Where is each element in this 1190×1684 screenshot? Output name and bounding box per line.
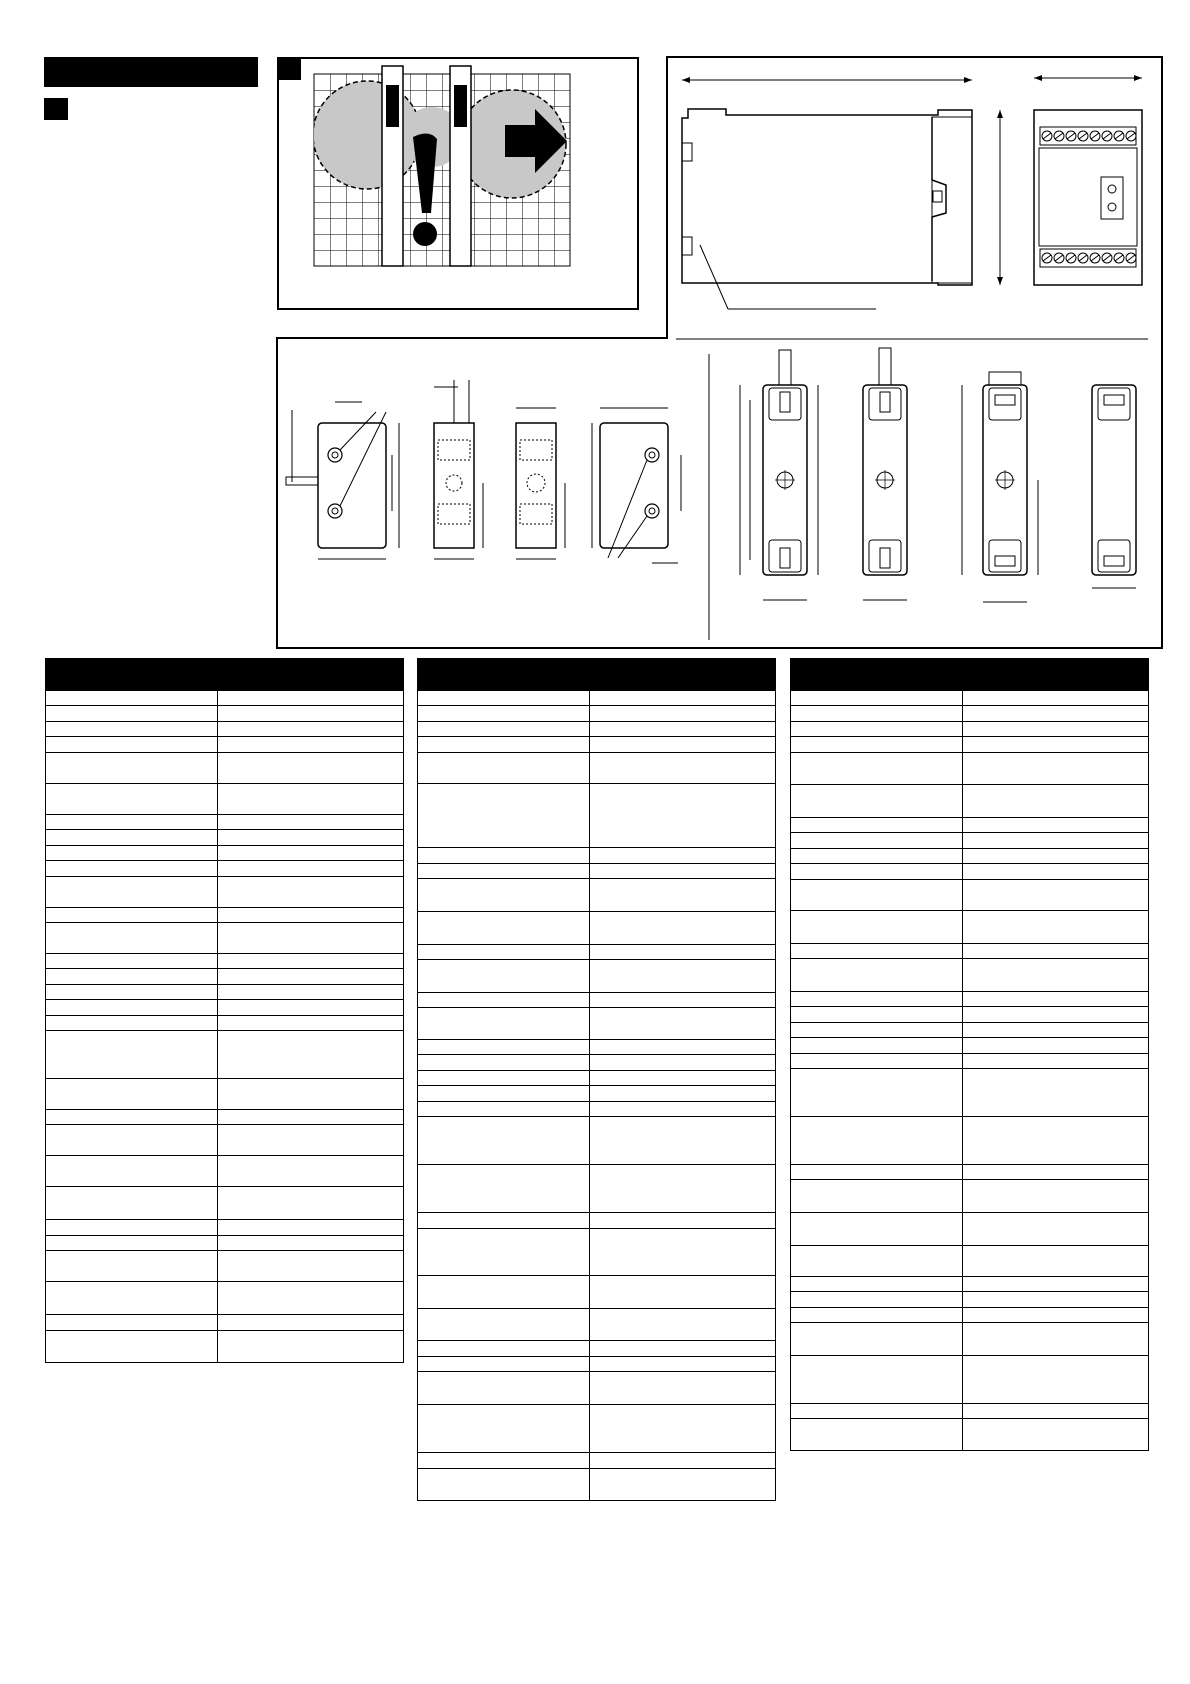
table-cell-value <box>963 1356 1148 1403</box>
table-row <box>418 721 775 736</box>
table-cell-value <box>218 1220 403 1235</box>
table-cell-label <box>791 864 963 879</box>
table-row <box>418 1054 775 1070</box>
table-row <box>46 1314 403 1330</box>
table-row <box>46 814 403 829</box>
table-row <box>418 1085 775 1101</box>
table-cell-label <box>46 954 218 968</box>
table-row <box>46 736 403 752</box>
table-cell-label <box>418 1040 590 1054</box>
table-cell-label <box>791 722 963 736</box>
table-cell-label <box>46 1315 218 1330</box>
table-cell-label <box>418 1229 590 1275</box>
table-row <box>418 1404 775 1452</box>
table-cell-label <box>46 923 218 953</box>
table-cell-label <box>418 737 590 752</box>
table-row <box>418 1164 775 1212</box>
table-row <box>791 784 1148 817</box>
table-cell-label <box>46 846 218 860</box>
table-cell-value <box>963 911 1148 943</box>
table-row <box>791 1403 1148 1418</box>
table-cell-value <box>590 1071 775 1085</box>
table-row <box>46 1281 403 1314</box>
table-cell-label <box>791 1292 963 1307</box>
table-row <box>46 752 403 783</box>
table-row <box>418 1356 775 1371</box>
table-cell-label <box>418 706 590 721</box>
table-row <box>418 752 775 783</box>
table-cell-value <box>218 985 403 999</box>
table-row <box>791 832 1148 848</box>
table-row <box>46 1109 403 1124</box>
table-cell-value <box>590 706 775 721</box>
table-row <box>46 690 403 705</box>
table-row <box>418 690 775 705</box>
table-cell-label <box>46 1156 218 1186</box>
table-cell-value <box>218 784 403 814</box>
table-cell-value <box>963 1007 1148 1022</box>
table-cell-value <box>218 1251 403 1281</box>
table-cell-label <box>46 1031 218 1078</box>
table-row <box>418 1116 775 1164</box>
table-cell-value <box>590 960 775 992</box>
table-row <box>791 910 1148 943</box>
table-cell-label <box>791 959 963 991</box>
table-cell-label <box>418 848 590 863</box>
table-cell-value <box>218 1236 403 1250</box>
table-cell-label <box>791 992 963 1006</box>
table-cell-label <box>418 1405 590 1452</box>
table-cell-value <box>218 1031 403 1078</box>
table-cell-label <box>46 1000 218 1015</box>
table-cell-value <box>963 849 1148 863</box>
table-row <box>791 863 1148 879</box>
table-cell-value <box>218 722 403 736</box>
table-row <box>791 1212 1148 1245</box>
table-cell-label <box>46 1220 218 1235</box>
table-cell-label <box>791 1213 963 1245</box>
table-cell-label <box>46 877 218 907</box>
table-cell-value <box>590 1229 775 1275</box>
table-cell-value <box>590 753 775 783</box>
table-cell-value <box>590 945 775 959</box>
table-row <box>418 1228 775 1275</box>
relay-front-view <box>990 65 1160 305</box>
table-cell-value <box>218 923 403 953</box>
table-cell-label <box>791 1308 963 1322</box>
table-cell-value <box>963 1023 1148 1037</box>
table-cell-label <box>46 691 218 705</box>
table-cell-label <box>46 969 218 984</box>
spec-table-2 <box>417 658 776 1501</box>
table-row <box>418 911 775 944</box>
table-cell-value <box>218 753 403 783</box>
table-cell-value <box>218 830 403 845</box>
table-row <box>791 1307 1148 1322</box>
table-cell-label <box>46 908 218 922</box>
table-cell-value <box>590 691 775 705</box>
table-cell-value <box>590 1040 775 1054</box>
table-cell-value <box>963 1246 1148 1276</box>
table-cell-value <box>963 1180 1148 1212</box>
table-row <box>46 705 403 721</box>
table-cell-label <box>418 1086 590 1101</box>
table-cell-value <box>590 1341 775 1356</box>
table-cell-value <box>590 1008 775 1039</box>
table-cell-value <box>218 1331 403 1362</box>
table-cell-label <box>418 1372 590 1404</box>
table-cell-label <box>46 1236 218 1250</box>
table-row <box>418 1070 775 1085</box>
spec-table-3 <box>790 658 1149 1451</box>
table-cell-value <box>963 818 1148 832</box>
table-row <box>418 863 775 878</box>
table-cell-value <box>963 1054 1148 1068</box>
spec-table-header <box>791 659 1148 690</box>
table-cell-value <box>590 1117 775 1164</box>
table-cell-value <box>590 864 775 878</box>
table-cell-label <box>46 1079 218 1109</box>
table-cell-value <box>963 785 1148 817</box>
table-cell-label <box>791 818 963 832</box>
table-row <box>418 1371 775 1404</box>
table-row <box>46 845 403 860</box>
table-cell-value <box>963 753 1148 784</box>
table-cell-label <box>46 1251 218 1281</box>
table-cell-label <box>46 1110 218 1124</box>
table-row <box>418 736 775 752</box>
table-cell-label <box>791 785 963 817</box>
table-cell-label <box>418 912 590 944</box>
table-cell-value <box>963 1165 1148 1179</box>
table-cell-value <box>590 879 775 911</box>
table-cell-value <box>218 1315 403 1330</box>
table-cell-label <box>418 1453 590 1468</box>
table-cell-value <box>590 1213 775 1228</box>
table-cell-value <box>963 1292 1148 1307</box>
table-row <box>418 1308 775 1340</box>
table-cell-label <box>791 1054 963 1068</box>
table-row <box>791 1322 1148 1355</box>
table-cell-label <box>791 944 963 958</box>
table-row <box>791 721 1148 736</box>
table-cell-label <box>418 1117 590 1164</box>
table-cell-value <box>218 737 403 752</box>
table-cell-label <box>46 1187 218 1219</box>
table-row <box>791 1068 1148 1116</box>
table-cell-value <box>590 848 775 863</box>
table-cell-label <box>418 1341 590 1356</box>
table-row <box>418 1101 775 1116</box>
table-cell-value <box>963 691 1148 705</box>
table-cell-value <box>963 1277 1148 1291</box>
table-cell-label <box>46 985 218 999</box>
spec-table-header <box>418 659 775 690</box>
table-cell-value <box>590 1165 775 1212</box>
table-cell-value <box>963 1308 1148 1322</box>
table-cell-value <box>218 1016 403 1030</box>
table-row <box>418 878 775 911</box>
table-cell-value <box>218 1000 403 1015</box>
table-row <box>418 1340 775 1356</box>
table-cell-value <box>963 1117 1148 1164</box>
table-cell-label <box>791 833 963 848</box>
switch-body-drawings <box>730 340 1160 610</box>
table-cell-value <box>963 1404 1148 1418</box>
table-cell-value <box>963 737 1148 752</box>
table-cell-label <box>46 706 218 721</box>
table-row <box>46 876 403 907</box>
table-cell-value <box>963 833 1148 848</box>
table-cell-value <box>963 1213 1148 1245</box>
table-cell-value <box>218 1156 403 1186</box>
table-row <box>791 705 1148 721</box>
table-cell-label <box>791 691 963 705</box>
table-row <box>46 1015 403 1030</box>
table-cell-value <box>590 1276 775 1308</box>
table-cell-value <box>590 1405 775 1452</box>
table-cell-value <box>963 992 1148 1006</box>
table-cell-label <box>791 1404 963 1418</box>
table-row <box>46 1330 403 1362</box>
table-row <box>791 943 1148 958</box>
table-cell-value <box>963 880 1148 910</box>
table-cell-label <box>791 1117 963 1164</box>
table-row <box>418 992 775 1007</box>
table-row <box>46 984 403 999</box>
table-cell-label <box>418 1055 590 1070</box>
table-cell-value <box>590 737 775 752</box>
table-cell-value <box>590 1309 775 1340</box>
table-cell-label <box>418 1071 590 1085</box>
table-row <box>46 922 403 953</box>
table-cell-value <box>590 1086 775 1101</box>
table-row <box>791 1291 1148 1307</box>
table-cell-value <box>590 1357 775 1371</box>
table-row <box>418 1007 775 1039</box>
table-row <box>46 829 403 845</box>
table-row <box>791 752 1148 784</box>
table-cell-value <box>218 1110 403 1124</box>
table-cell-value <box>590 912 775 944</box>
table-cell-label <box>791 753 963 784</box>
switch-actuator-drawings <box>278 370 718 595</box>
table-cell-value <box>590 1469 775 1500</box>
table-cell-value <box>218 846 403 860</box>
table-cell-label <box>418 864 590 878</box>
table-cell-label <box>791 1007 963 1022</box>
table-cell-label <box>418 1165 590 1212</box>
table-cell-label <box>791 1038 963 1053</box>
table-cell-label <box>418 1309 590 1340</box>
table-cell-label <box>791 1277 963 1291</box>
table-cell-value <box>218 815 403 829</box>
table-cell-label <box>791 1180 963 1212</box>
table-cell-label <box>791 911 963 943</box>
table-row <box>791 817 1148 832</box>
table-cell-label <box>418 879 590 911</box>
table-cell-value <box>218 861 403 876</box>
table-cell-value <box>590 1372 775 1404</box>
table-row <box>791 991 1148 1006</box>
table-row <box>791 1355 1148 1403</box>
table-cell-label <box>46 1125 218 1155</box>
table-cell-label <box>418 1213 590 1228</box>
table-cell-value <box>590 722 775 736</box>
table-cell-value <box>218 1125 403 1155</box>
table-cell-value <box>963 1038 1148 1053</box>
table-row <box>791 690 1148 705</box>
table-cell-label <box>46 753 218 783</box>
table-row <box>418 1452 775 1468</box>
table-cell-label <box>46 861 218 876</box>
table-cell-label <box>791 1246 963 1276</box>
table-row <box>418 783 775 847</box>
table-cell-value <box>590 1453 775 1468</box>
table-cell-value <box>963 1419 1148 1450</box>
table-cell-label <box>791 1069 963 1116</box>
table-row <box>418 1212 775 1228</box>
table-cell-label <box>46 784 218 814</box>
table-cell-label <box>46 1331 218 1362</box>
table-cell-value <box>590 993 775 1007</box>
table-row <box>46 860 403 876</box>
table-row <box>791 848 1148 863</box>
table-cell-label <box>791 706 963 721</box>
table-cell-label <box>46 737 218 752</box>
table-row <box>46 1186 403 1219</box>
table-cell-value <box>218 691 403 705</box>
table-cell-value <box>963 864 1148 879</box>
table-cell-label <box>418 1008 590 1039</box>
table-cell-label <box>418 960 590 992</box>
table-cell-value <box>590 1055 775 1070</box>
table-row <box>46 907 403 922</box>
spec-table-header <box>46 659 403 690</box>
table-row <box>46 1030 403 1078</box>
table-row <box>791 1037 1148 1053</box>
table-cell-label <box>46 1282 218 1314</box>
table-cell-value <box>963 1323 1148 1355</box>
table-row <box>418 1275 775 1308</box>
table-cell-value <box>218 969 403 984</box>
table-row <box>791 1245 1148 1276</box>
table-cell-label <box>791 1023 963 1037</box>
table-row <box>791 1053 1148 1068</box>
table-cell-label <box>418 753 590 783</box>
table-cell-value <box>590 784 775 847</box>
table-row <box>791 958 1148 991</box>
table-row <box>46 999 403 1015</box>
table-row <box>418 1468 775 1500</box>
table-cell-label <box>418 1357 590 1371</box>
table-row <box>46 1155 403 1186</box>
table-row <box>791 1418 1148 1450</box>
table-cell-label <box>418 722 590 736</box>
table-row <box>791 1164 1148 1179</box>
table-cell-label <box>418 993 590 1007</box>
table-row <box>791 1179 1148 1212</box>
table-row <box>791 1022 1148 1037</box>
table-row <box>418 847 775 863</box>
table-row <box>46 783 403 814</box>
table-cell-value <box>963 944 1148 958</box>
table-row <box>791 1116 1148 1164</box>
relay-side-view <box>670 65 980 325</box>
table-row <box>791 879 1148 910</box>
table-row <box>46 1250 403 1281</box>
spec-table-1 <box>45 658 404 1363</box>
table-cell-value <box>218 1079 403 1109</box>
table-cell-label <box>791 849 963 863</box>
table-cell-value <box>963 706 1148 721</box>
table-cell-label <box>46 830 218 845</box>
table-cell-label <box>418 1469 590 1500</box>
table-cell-label <box>791 1419 963 1450</box>
table-cell-value <box>218 706 403 721</box>
table-row <box>46 953 403 968</box>
table-row <box>46 968 403 984</box>
table-cell-label <box>791 1165 963 1179</box>
table-cell-value <box>963 959 1148 991</box>
table-cell-value <box>963 1069 1148 1116</box>
table-cell-label <box>418 945 590 959</box>
table-row <box>46 1078 403 1109</box>
table-cell-label <box>791 880 963 910</box>
table-cell-label <box>46 815 218 829</box>
table-row <box>418 1039 775 1054</box>
table-cell-label <box>791 737 963 752</box>
table-cell-label <box>791 1356 963 1403</box>
table-cell-value <box>218 1187 403 1219</box>
table-cell-value <box>590 1102 775 1116</box>
table-cell-label <box>418 784 590 847</box>
table-cell-value <box>218 1282 403 1314</box>
table-row <box>791 1276 1148 1291</box>
table-cell-value <box>218 954 403 968</box>
table-row <box>46 1235 403 1250</box>
table-row <box>46 721 403 736</box>
table-cell-value <box>218 908 403 922</box>
table-cell-label <box>46 1016 218 1030</box>
table-cell-value <box>963 722 1148 736</box>
table-row <box>46 1219 403 1235</box>
table-row <box>418 944 775 959</box>
table-row <box>791 1006 1148 1022</box>
table-cell-label <box>418 1102 590 1116</box>
table-row <box>46 1124 403 1155</box>
table-cell-value <box>218 877 403 907</box>
table-row <box>418 705 775 721</box>
table-row <box>418 959 775 992</box>
table-cell-label <box>418 1276 590 1308</box>
table-cell-label <box>791 1323 963 1355</box>
table-cell-label <box>46 722 218 736</box>
table-cell-label <box>418 691 590 705</box>
table-row <box>791 736 1148 752</box>
